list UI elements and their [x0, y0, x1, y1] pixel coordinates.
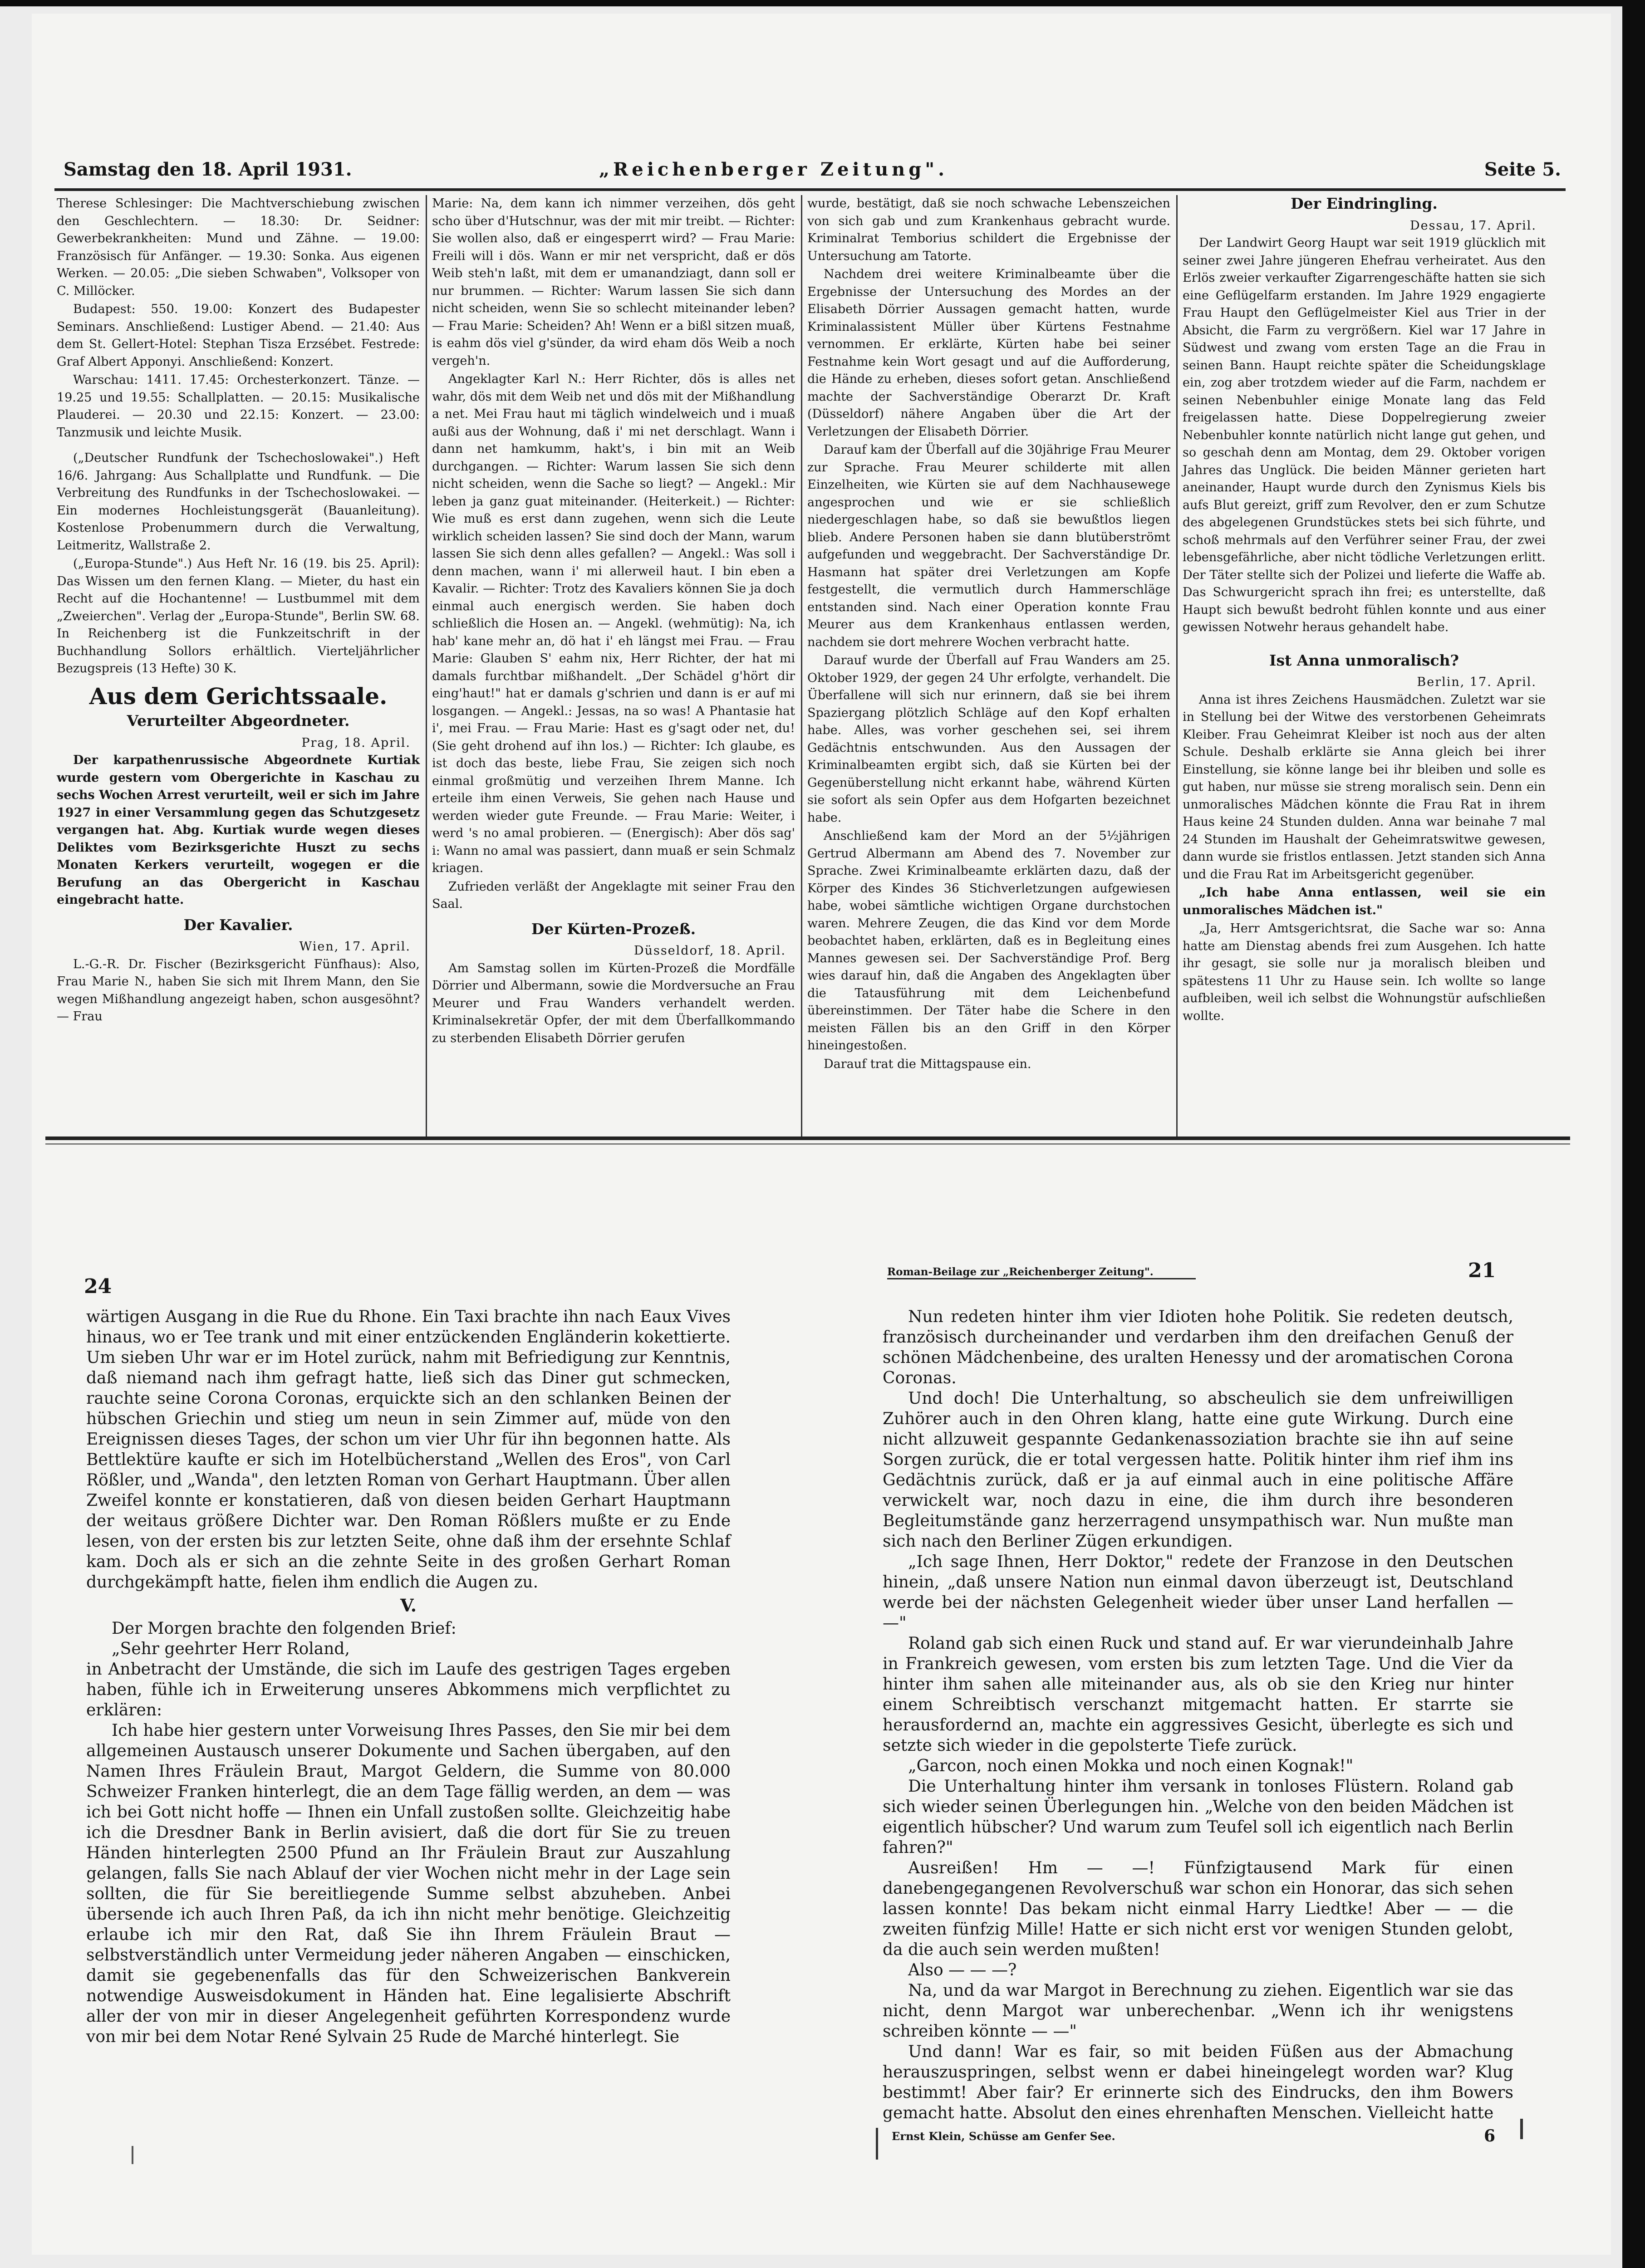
- dateline: Dessau, 17. April.: [1409, 218, 1537, 233]
- dateline: Wien, 17. April.: [299, 940, 411, 954]
- novel-footer: [883, 2126, 1513, 2146]
- article-text: Anna ist ihres Zeichens Hausmädchen. Zuletzt war sie in Stellung bei der Witwe des verstorbenen Geheimrats Kleiber. Frau Geheimrat Kleiber ist noch aus der alten Schule. Deshalb erklärte sie Anna gleich bei ihrer Einstellung, sie könne lange bei ihr bleiben und solle es gut haben, nur müsse sie streng moralisch sein. Denn ein unmoralisches Mädchen könnte die Frau Rat in ihrem Haus keine 24 Stunden dulden. Anna war beinahe 7 mal 24 Stunden im Haushalt der Geheimratswitwe gewesen, dann wurde sie fristlos entlassen. Jetzt standen sich Anna und die Frau Rat im Arbeitsgericht gegenüber.: [1183, 692, 1546, 882]
- novel-left-page: [86, 1307, 731, 2047]
- article-text: Darauf wurde der Überfall auf Frau Wanders am 25. Oktober 1929, der gegen 24 Uhr erfolgte, verhandelt. Die Überfallene will sich nur erinnern, daß sie bei ihrem Spaziergang plötzlich Schläge auf den Kopf erhalten habe. Alles, was vorher geschehen sei, sei ihrem Gedächtnis entschwunden. Aus den Aussagen der Kriminalbeamten ergibt sich, daß sie Kürten bei der Gegenüberstellung nicht erkannt habe, während Kürten sie sofort als sein Opfer aus dem Hofgarten bezeichnet habe.: [807, 653, 1170, 825]
- novel-paragraph: „Garcon, noch einen Mokka und noch einen Kognak!": [908, 1757, 1354, 1775]
- article-text: Anschließend kam der Mord an der 5½jährigen Gertrud Albermann am Abend des 7. November zur Sprache. Zwei Kriminalbeamte erklärten dazu, daß der Körper des Kindes 36 Stichverletzungen aufgewiesen habe, wobei sämtliche wichtigen Organe durchstochen waren. Mehrere Zeugen, die das Kind vor dem Morde beobachtet haben, erklärten, daß es in Begleitung eines Mannes gewesen sei. Der Sachverständige Prof. Berg wies darauf hin, daß die Angaben des Angeklagten über die Tatausführung mit dem Leichenbefund übereinstimmen. Der Täter habe die Schere in den meisten Fällen bis an den Griff in den Körper hineingestoßen.: [807, 829, 1170, 1053]
- page-bottom-rule: [45, 1136, 1570, 1140]
- radio-paragraph: („Deutscher Rundfunk der Tschechoslowakei".) Heft 16/6. Jahrgang: Aus Schallplatte und Rundfunk. — Die Verbreitung des Rundfunks in der Tschechoslowakei. — Ein modernes Hochleistungsgerät (Bauanleitung). Kostenlose Probenummern durch die Verwaltung, Leitmeritz, Wallstraße 2.: [57, 451, 420, 553]
- novel-page-number-left: 24: [84, 1275, 112, 1298]
- novel-paragraph: Nun redeten hinter ihm vier Idioten hohe Politik. Sie redeten deutsch, französisch durcheinander und verdarben ihm den dreifachen Genuß der schönen Mädchenbeine, des uralten Henessy und der aromatischen Corona Coronas.: [883, 1308, 1513, 1387]
- article-heading: Ist Anna unmoralisch?: [1269, 651, 1459, 669]
- scan-edge-right: [1622, 0, 1645, 2268]
- novel-paragraph: Die Unterhaltung hinter ihm versank in tonloses Flüstern. Roland gab sich wieder seinen Überlegungen hin. „Welche von den beiden Mädchen ist eigentlich hübscher? Und warum zum Teufel soll ich eigentlich nach Berlin fahren?": [883, 1777, 1513, 1857]
- column-kavalier-kuerten: [432, 195, 795, 1048]
- chapter-number: V.: [400, 1595, 417, 1616]
- article-heading: Der Kavalier.: [183, 916, 293, 934]
- article-text: „Ich habe Anna entlassen, weil sie ein unmoralisches Mädchen ist.": [1183, 886, 1546, 917]
- novel-paragraph: Na, und da war Margot in Berechnung zu ziehen. Eigentlich war sie das nicht, denn Margot war unberechenbar. „Wenn ich ihr wenigstens schreiben könnte — —": [883, 1981, 1513, 2041]
- column-eindringling-anna: [1183, 195, 1546, 1026]
- novel-paragraph: Der Morgen brachte den folgenden Brief:: [112, 1619, 457, 1638]
- article-text: Marie: Na, dem kann ich nimmer verzeihen, dös geht scho über d'Hutschnur, was der mit mir treibt. — Richter: Sie wollen also, daß er eingesperrt wird? — Frau Marie: Freili will i dös. Wann er mir net verspricht, daß er dös Weib steh'n laßt, mit dem er umanandziagt, dann soll er nur brummen. — Richter: Warum lassen Sie sich dann nicht scheiden, wenn Sie so schlecht miteinander leben? — Frau Marie: Scheiden? Ah! Wenn er a bißl sitzen muaß, is eahm dös viel g'sünder, da wird eham dös Weib a noch vergeh'n.: [432, 196, 795, 368]
- novel-paragraph: in Anbetracht der Umstände, die sich im Laufe des gestrigen Tages ergeben haben, fühle ich in Erweiterung unseres Abkommens mich verpflichtet zu erklären:: [86, 1660, 731, 1719]
- column-divider: [426, 195, 427, 1139]
- page-bottom-rule: [45, 1143, 1570, 1145]
- scan-mark: [132, 2146, 133, 2164]
- signature-mark: 6: [1483, 2126, 1495, 2146]
- article-text: Zufrieden verläßt der Angeklagte mit seiner Frau den Saal.: [432, 879, 795, 911]
- column-divider: [1176, 195, 1178, 1139]
- scan-mark: [876, 2128, 878, 2160]
- dateline: Berlin, 17. April.: [1417, 675, 1537, 689]
- radio-paragraph: Budapest: 550. 19.00: Konzert des Budapester Seminars. Anschließend: Lustiger Abend. — 21.40: Aus dem St. Gellert-Hotel: Stephan Tisza Erzsébet. Festrede: Graf Albert Apponyi. Anschließend: Konzert.: [57, 302, 420, 369]
- section-title-court: Aus dem Gerichtssaale.: [89, 682, 388, 710]
- masthead-date: Samstag den 18. April 1931.: [64, 159, 352, 180]
- masthead-rule: [54, 188, 1566, 191]
- novel-paragraph: Roland gab sich einen Ruck und stand auf. Er war vierundeinhalb Jahre in Frankreich gewesen, vom ersten bis zum letzten Tage. Und die Vier da hinter ihm sahen alle miteinander aus, als ob sie den Krieg nur hinter einem Schreibtisch verschanzt mitgemacht hatten. Er starrte sie herausfordernd an, machte ein aggressives Gesicht, überlegte es sich und setzte sich wieder in die gepolsterte Tiefe zurück.: [883, 1634, 1513, 1755]
- novel-paragraph: Und doch! Die Unterhaltung, so abscheulich sie dem unfreiwilligen Zuhörer auch in den Ohren klang, hatte eine gute Wirkung. Durch eine nicht allzuweit gespannte Gedankenassoziation brachte sie ihn auf seine Sorgen zurück, die er total vergessen hatte. Politik hinter ihm rief ihm ins Gedächtnis zurück, daß er ja auf einmal auch in eine politische Affäre verwickelt war, noch dazu in eine, die ihm durch ihre besonderen Begleitumstände ganz herzerragend unsympathisch war. Nun mußte man sich nach den Berliner Zügen erkundigen.: [883, 1389, 1513, 1551]
- column-radio-court: [57, 195, 420, 1027]
- novel-paragraph: „Ich sage Ihnen, Herr Doktor," redete der Franzose in den Deutschen hinein, „daß unsere Nation nun einmal davon überzeugt ist, Deutschland werde bei der nächsten Gelegenheit wieder über unser Land herfallen — —": [883, 1553, 1513, 1632]
- article-text: L.-G.-R. Dr. Fischer (Bezirksgericht Fünfhaus): Also, Frau Marie N., haben Sie sich mit Ihrem Mann, den Sie wegen Mißhandlung angezeigt haben, schon ausgesöhnt? — Frau: [57, 957, 420, 1024]
- novel-paragraph: Ausreißen! Hm — —! Fünfzigtausend Mark für einen danebengegangenen Revolverschuß war schon ein Honorar, das sich sehen lassen konnte! Das bekam nicht einmal Harry Liedtke! Aber — — die zweiten fünfzig Mille! Hatte er sich nicht erst vor wenigen Stunden gelobt, da die auch sein werden mußten!: [883, 1859, 1513, 1959]
- article-text: Der karpathenrussische Abgeordnete Kurtiak wurde gestern vom Obergerichte in Kaschau zu sechs Wochen Arrest verurteilt, weil er sich im Jahre 1927 in einer Versammlung gegen das Schutzgesetz vergangen hat. Abg. Kurtiak wurde wegen dieses Deliktes vom Bezirksgerichte Huszt zu sechs Monaten Kerkers verurteilt, wogegen er die Berufung an das Obergericht in Kaschau eingebracht hatte.: [57, 753, 420, 907]
- masthead-page: Seite 5.: [1484, 159, 1561, 180]
- novel-paragraph: Und dann! War es fair, so mit beiden Füßen aus der Abmachung herauszuspringen, selbst wenn er dabei hineingelegt worden war? Klug bestimmt! Aber fair? Er erinnerte sich des Eindrucks, den ihm Bowers gemacht hatte. Absolut den eines ehrenhaften Menschen. Vielleicht hatte: [883, 2043, 1513, 2122]
- novel-paragraph: „Sehr geehrter Herr Roland,: [112, 1640, 350, 1658]
- article-text: Am Samstag sollen im Kürten-Prozeß die Mordfälle Dörrier und Albermann, sowie die Mordversuche an Frau Meurer und Frau Wanders verhandelt werden. Kriminalsekretär Opfer, der mit dem Überfallkommando zu sterbenden Elisabeth Dörrier gerufen: [432, 961, 795, 1045]
- dateline: Düsseldorf, 18. April.: [633, 944, 786, 958]
- novel-paragraph: Also — — —?: [908, 1961, 1017, 1979]
- novel-paragraph: Ich habe hier gestern unter Vorweisung Ihres Passes, den Sie mir bei dem allgemeinen Austausch unserer Dokumente und Sachen übergaben, auf den Namen Ihres Fräulein Braut, Margot Geldern, die Summe von 80.000 Schweizer Franken hinterlegt, die an dem Tage fällig werden, an dem — was ich bei Gott nicht hoffe — Ihnen ein Unfall zustoßen sollte. Gleichzeitig habe ich die Dresdner Bank in Berlin avisiert, daß die dort für Sie zu treuen Händen hinterlegten 2500 Pfund an Ihr Fräulein Braut zur Auszahlung gelangen, falls Sie nach Ablauf der vier Wochen nicht mehr in der Lage sein sollten, die für Sie bereitliegende Summe selbst abzuheben. Anbei übersende ich auch Ihren Paß, da ich ihn nicht mehr benötige. Gleichzeitig erlaube ich mir den Rat, daß Sie ihn Ihrem Fräulein Braut — selbstverständlich unter Vermeidung jeder näheren Angaben — einschicken, damit sie gegebenenfalls das für den Schweizerischen Bankverein notwendige Ausweisdokument in Händen hat. Eine legalisierte Abschrift aller der von mir in dieser Angelegenheit geführten Korrespondenz wurde von mir bei dem Notar René Sylvain 25 Rude de Marché hinterlegt. Sie: [86, 1721, 731, 2046]
- novel-banner: Roman-Beilage zur „Reichenberger Zeitung".: [887, 1266, 1196, 1279]
- scan-edge-top: [0, 0, 1645, 6]
- radio-paragraph: („Europa-Stunde".) Aus Heft Nr. 16 (19. bis 25. April): Das Wissen um den fernen Klang. — Mieter, du hast ein Recht auf die Hochantenne! — Lustbummel mit dem „Zweierchen". Verlag der „Europa-Stunde", Berlin SW. 68. In Reichenberg ist die Funkzeitschrift in der Buchhandlung Sollors erhältlich. Vierteljährlicher Bezugspreis (13 Hefte) 30 K.: [57, 557, 420, 676]
- article-text: Nachdem drei weitere Kriminalbeamte über die Ergebnisse der Untersuchung des Mordes an der Elisabeth Dörrier Aussagen gemacht hatten, wurde Kriminalassistent Müller über Kürtens Festnahme vernommen. Er erklärte, Kürten habe bei seiner Festnahme kein Wort gesagt und auf die Aufforderung, die Hände zu erheben, dieses sofort getan. Anschließend machte der Sachverständige Oberarzt Dr. Kraft (Düsseldorf) nähere Angaben über die Art der Verletzungen der Elisabeth Dörrier.: [807, 267, 1170, 439]
- article-text: Darauf kam der Überfall auf die 30jährige Frau Meurer zur Sprache. Frau Meurer schilderte mit allen Einzelheiten, wie Kürten sie auf dem Nachhausewege angesprochen und wie er sie schließlich niedergeschlagen habe, so daß sie bewußtlos liegen blieb. Andere Personen haben sie dann blutüberströmt aufgefunden und weggebracht. Der Sachverständige Dr. Hasmann hat später drei Verletzungen am Kopfe festgestellt, die vermutlich durch Hammerschläge entstanden sind. Nach einer Operation konnte Frau Meurer aus dem Krankenhaus entlassen werden, nachdem sie dort mehrere Wochen verbracht hatte.: [807, 443, 1170, 649]
- masthead: [64, 159, 1561, 186]
- novel-footer-credit: Ernst Klein, Schüsse am Genfer See.: [892, 2130, 1115, 2143]
- novel-page-number-right: 21: [1468, 1259, 1496, 1282]
- masthead-title: „Reichenberger Zeitung".: [599, 159, 948, 180]
- article-text: wurde, bestätigt, daß sie noch schwache Lebenszeichen von sich gab und zum Krankenhaus gebracht wurde. Kriminalrat Temborius schildert die Ergebnisse der Untersuchung am Tatorte.: [807, 196, 1170, 263]
- radio-paragraph: Warschau: 1411. 17.45: Orchesterkonzert. Tänze. — 19.25 und 19.55: Schallplatten. — 20.15: Musikalische Plauderei. — 20.30 und 22.15: Konzert. — 23.00: Tanzmusik und leichte Musik.: [57, 373, 420, 440]
- novel-right-page: [883, 1307, 1513, 2146]
- article-heading: Der Kürten-Prozeß.: [531, 920, 696, 938]
- radio-paragraph: Therese Schlesinger: Die Machtverschiebung zwischen den Geschlechtern. — 18.30: Dr. Seidner: Gewerbekrankheiten: Mund und Zähne. — 19.00: Französisch für Anfänger. — 19.30: Sonka. Aus eigenen Werken. — 20.05: „Die sieben Schwaben", Volksoper von C. Millöcker.: [57, 196, 420, 298]
- column-kuerten-continued: [807, 195, 1170, 1074]
- article-text: Der Landwirt Georg Haupt war seit 1919 glücklich mit seiner zwei Jahre jüngeren Ehefrau verheiratet. Aus den Erlös zweier verkaufter Zigarrengeschäfte hatten sie sich eine Geflügelfarm erstanden. Im Jahre 1929 engagierte Frau Haupt den Geflügelmeister Kiel aus Trier in der Absicht, die Farm zu vergrößern. Kiel war 17 Jahre in Südwest und zwang vom ersten Tage an die Frau in seinen Bann. Haupt reichte später die Scheidungsklage ein, zog aber trotzdem wieder auf die Farm, nachdem er seinen Nebenbuhler einige Monate lang das Feld freigelassen hatte. Diese Doppelregierung zweier Nebenbuhler konnte natürlich nicht lange gut gehen, und so geschah denn am Montag, dem 29. Oktober vorigen Jahres das Unglück. Die beiden Männer gerieten hart aneinander, Haupt wurde durch den Zynismus Kiels bis aufs Blut gereizt, griff zum Revolver, den er zum Schutze des abgelegenen Grundstückes stets bei sich führte, und schoß mehrmals auf den Verführer seiner Frau, der zwei lebensgefährliche, aber nicht tödliche Verletzungen erlitt. Der Täter stellte sich der Polizei und lieferte die Waffe ab. Das Schwurgericht sprach ihn frei; es unterstellte, daß Haupt sich bewußt bedroht fühlen konnte und aus einer gewissen Notwehr heraus gehandelt habe.: [1183, 236, 1546, 634]
- article-text: Darauf trat die Mittagspause ein.: [824, 1057, 1031, 1071]
- newspaper-sheet: [32, 14, 1611, 2255]
- column-divider: [801, 195, 802, 1139]
- article-text: „Ja, Herr Amtsgerichtsrat, die Sache war so: Anna hatte am Dienstag abends frei zum Ausgehen. Ich hatte ihr gesagt, sie solle nur ja moralisch bleiben und spätestens 11 Uhr zu Hause sein. Ich wollte so lange aufbleiben, weil ich selbst die Wohnungstür aufschließen wollte.: [1183, 921, 1546, 1023]
- novel-paragraph: wärtigen Ausgang in die Rue du Rhone. Ein Taxi brachte ihn nach Eaux Vives hinaus, wo er Tee trank und mit einer entzückenden Engländerin kokettierte. Um sieben Uhr war er im Hotel zurück, nahm mit Befriedigung zur Kenntnis, daß niemand nach ihm gefragt hatte, ließ sich das Diner gut schmecken, rauchte seine Corona Coronas, erquickte sich an den schlanken Beinen der hübschen Griechin und stieg um neun in sein Zimmer auf, müde von den Ereignissen dieses Tages, der schon um vier Uhr für ihn begonnen hatte. Als Bettlektüre kaufte er sich im Hotelbücherstand „Wellen des Eros", von Carl Rößler, und „Wanda", den letzten Roman von Gerhart Hauptmann. Über allen Zweifel konnte er konstatieren, daß von diesen beiden Gerhart Hauptmann der weitaus größere Dichter war. Den Roman Rößlers mußte er zu Ende lesen, von der ersten bis zur letzten Seite, ohne daß ihm der ersehnte Schlaf kam. Doch als er sich an die zehnte Seite in des großen Gerhart Roman durchgekämpft hatte, fielen ihm endlich die Augen zu.: [86, 1308, 731, 1592]
- scan-mark: [1520, 2119, 1523, 2139]
- article-text: Angeklagter Karl N.: Herr Richter, dös is alles net wahr, dös mit dem Weib net und dös mit der Mißhandlung a net. Mei Frau haut mi täglich windelweich und i muaß außi aus der Wohnung, daß i' mi net derschlagt. Wann i dann net hamkumm, hakt's, i bin mit an Weib durchgangen. — Richter: Warum lassen Sie sich denn nicht scheiden, wenn die Sache so liegt? — Angekl.: Mir leben ja ganz guat miteinander. (Heiterkeit.) — Richter: Wie muß es erst dann zugehen, wenn sich die Leute wirklich scheiden lassen? Sie sind doch der Mann, warum lassen Sie sich denn alles gefallen? — Angekl.: Was soll i denn machen, wann i' mi allerweil haut. I bin eben a Kavalir. — Richter: Trotz des Kavaliers können Sie ja doch einmal auch energisch werden. Sie haben doch schließlich die Hosen an. — Angekl. (wehmütig): Na, ich hab' kane mehr an, dö hat i' eh längst mei Frau. — Frau Marie: Glauben S' eahm nix, Herr Richter, der hat mi damals furchtbar mißhandelt. „Der Schädel g'hört dir eing'haut!" hat er damals g'schrien und dann is er auf mi losgangen. — Angekl.: Jessas, na so was! A Phantasie hat i', mei Frau. — Frau Marie: Hast es g'sagt oder net, du! (Sie geht drohend auf ihn los.) — Richter: Ich glaube, es ist doch das beste, liebe Frau, Sie zeigen sich noch einmal großmütig und verzeihen Ihrem Manne. Ich erteile ihm einen Verweis, Sie gehen nach Hause und werden wieder gute Freunde. — Frau Marie: Weiter, i werd 's no amal probieren. — (Energisch): Aber dös sag' i: Wann no amal was passiert, dann muaß er sein Schmalz kriagen.: [432, 372, 795, 875]
- article-heading: Der Eindringling.: [1291, 195, 1438, 212]
- dateline: Prag, 18. April.: [301, 735, 411, 750]
- article-heading: Verurteilter Abgeordneter.: [127, 712, 350, 730]
